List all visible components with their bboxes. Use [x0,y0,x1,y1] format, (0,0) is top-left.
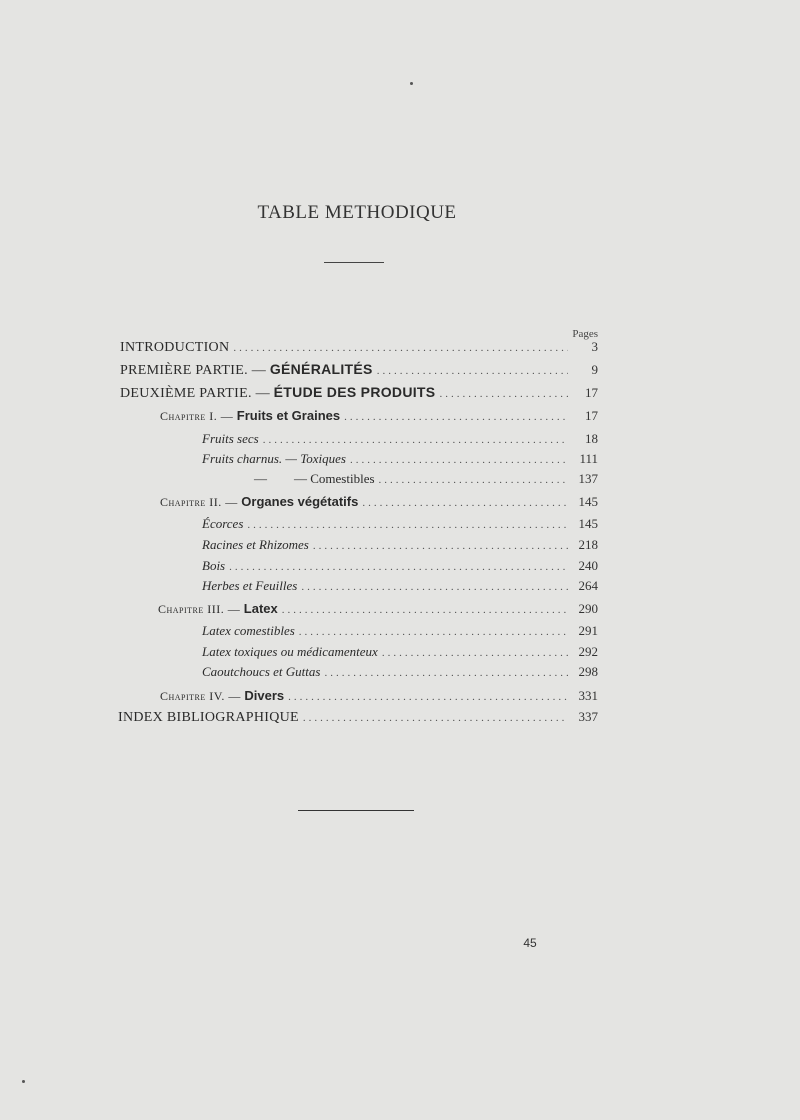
toc-entry-chapitre-1[interactable] [160,408,598,428]
toc-entry-introduction[interactable] [120,338,598,358]
toc-entry-label: Chapitre II. — [160,495,242,509]
leader-dots [299,626,568,638]
leader-dots [247,519,568,531]
toc-entry-page: 291 [578,623,598,638]
leader-dots [362,497,568,509]
paper-speck [22,1080,25,1083]
toc-entry-label: — Comestibles [294,471,375,486]
toc-entry-label: Écorces [202,516,244,531]
page-number: 45 [523,936,537,950]
toc-entry-latex-toxiques[interactable] [202,644,598,664]
leader-dots [382,647,568,659]
page-title: TABLE METHODIQUE [257,202,457,223]
toc-entry-ecorces[interactable] [202,516,598,536]
title-rule [324,262,384,263]
toc-entry-bold: Fruits et Graines [236,408,341,423]
leader-dots [313,540,568,552]
toc-entry-latex-comestibles[interactable] [202,623,598,643]
toc-entry-bold: Organes végétatifs [241,494,359,509]
toc-entry-bold: Latex [243,601,278,616]
toc-entry-chapitre-2[interactable] [160,494,598,514]
leader-dots [233,342,568,354]
toc-entry-fruits-charnus[interactable] [202,451,598,471]
toc-entry-label: INTRODUCTION [120,340,230,355]
toc-entry-herbes[interactable] [202,578,598,598]
toc-entry-page: 17 [585,408,598,423]
leader-dots [439,388,568,400]
toc-entry-page: 3 [591,339,598,354]
leader-dots [379,474,568,486]
toc-entry-page: 218 [578,537,598,552]
toc-entry-comestibles[interactable] [254,471,598,491]
leader-dots [263,434,568,446]
toc-entry-chapitre-3[interactable] [158,601,598,621]
toc-entry-label: Caoutchoucs et Guttas [202,664,321,679]
leader-dots [303,712,568,724]
leader-dots [377,365,568,377]
toc-entry-page: 145 [578,494,598,509]
toc-entry-bold: Divers [244,688,285,703]
toc-entry-label: PREMIÈRE PARTIE. — [120,363,270,378]
leader-dots [229,561,568,573]
leader-dots [288,691,568,703]
toc-entry-label: Chapitre III. — [158,602,244,616]
toc-entry-page: 240 [578,558,598,573]
toc-entry-page: 137 [578,471,598,486]
toc-entry-label: Chapitre IV. — [160,689,245,703]
toc-entry-page: 17 [585,385,598,400]
leader-dots [350,454,568,466]
toc-entry-page: 9 [591,362,598,377]
toc-entry-label: Herbes et Feuilles [202,578,298,593]
toc-entry-label: INDEX BIBLIOGRAPHIQUE [118,710,299,725]
toc-entry-fruits-secs[interactable] [202,431,598,451]
toc-entry-label: Racines et Rhizomes [202,537,309,552]
toc-entry-premiere-partie[interactable] [120,361,598,381]
toc-entry-page: 145 [578,516,598,531]
closing-rule [298,810,414,811]
pages-column-label: Pages [572,328,598,340]
toc-entry-index[interactable] [118,708,598,728]
toc-entry-label: DEUXIÈME PARTIE. — [120,386,274,401]
toc-entry-deuxieme-partie[interactable] [120,384,598,404]
toc-entry-chapitre-4[interactable] [160,688,598,708]
toc-entry-bold: ÉTUDE DES PRODUITS [273,384,436,400]
toc-entry-page: 298 [578,664,598,679]
toc-entry-label: Fruits charnus. — Toxiques [202,451,346,466]
leader-dots [324,667,568,679]
toc-entry-label: Chapitre I. — [160,409,237,423]
leader-dots [301,581,568,593]
toc-entry-page: 264 [578,578,598,593]
toc-entry-caoutchoucs[interactable] [202,664,598,684]
toc-entry-page: 331 [578,688,598,703]
toc-entry-page: 111 [579,451,598,466]
toc-entry-label: Latex toxiques ou médicamenteux [202,644,378,659]
toc-entry-label: Latex comestibles [202,623,295,638]
toc-entry-racines[interactable] [202,537,598,557]
toc-entry-page: 290 [578,601,598,616]
ditto-dash: — [254,471,267,486]
toc-entry-label: Fruits secs [202,431,259,446]
toc-entry-page: 18 [585,431,598,446]
leader-dots [344,411,568,423]
toc-entry-bois[interactable] [202,558,598,578]
toc-entry-page: 337 [578,709,598,724]
leader-dots [282,604,568,616]
toc-entry-page: 292 [578,644,598,659]
toc-entry-label: Bois [202,558,226,573]
paper-speck [410,82,413,85]
toc-entry-bold: GÉNÉRALITÉS [269,361,373,377]
